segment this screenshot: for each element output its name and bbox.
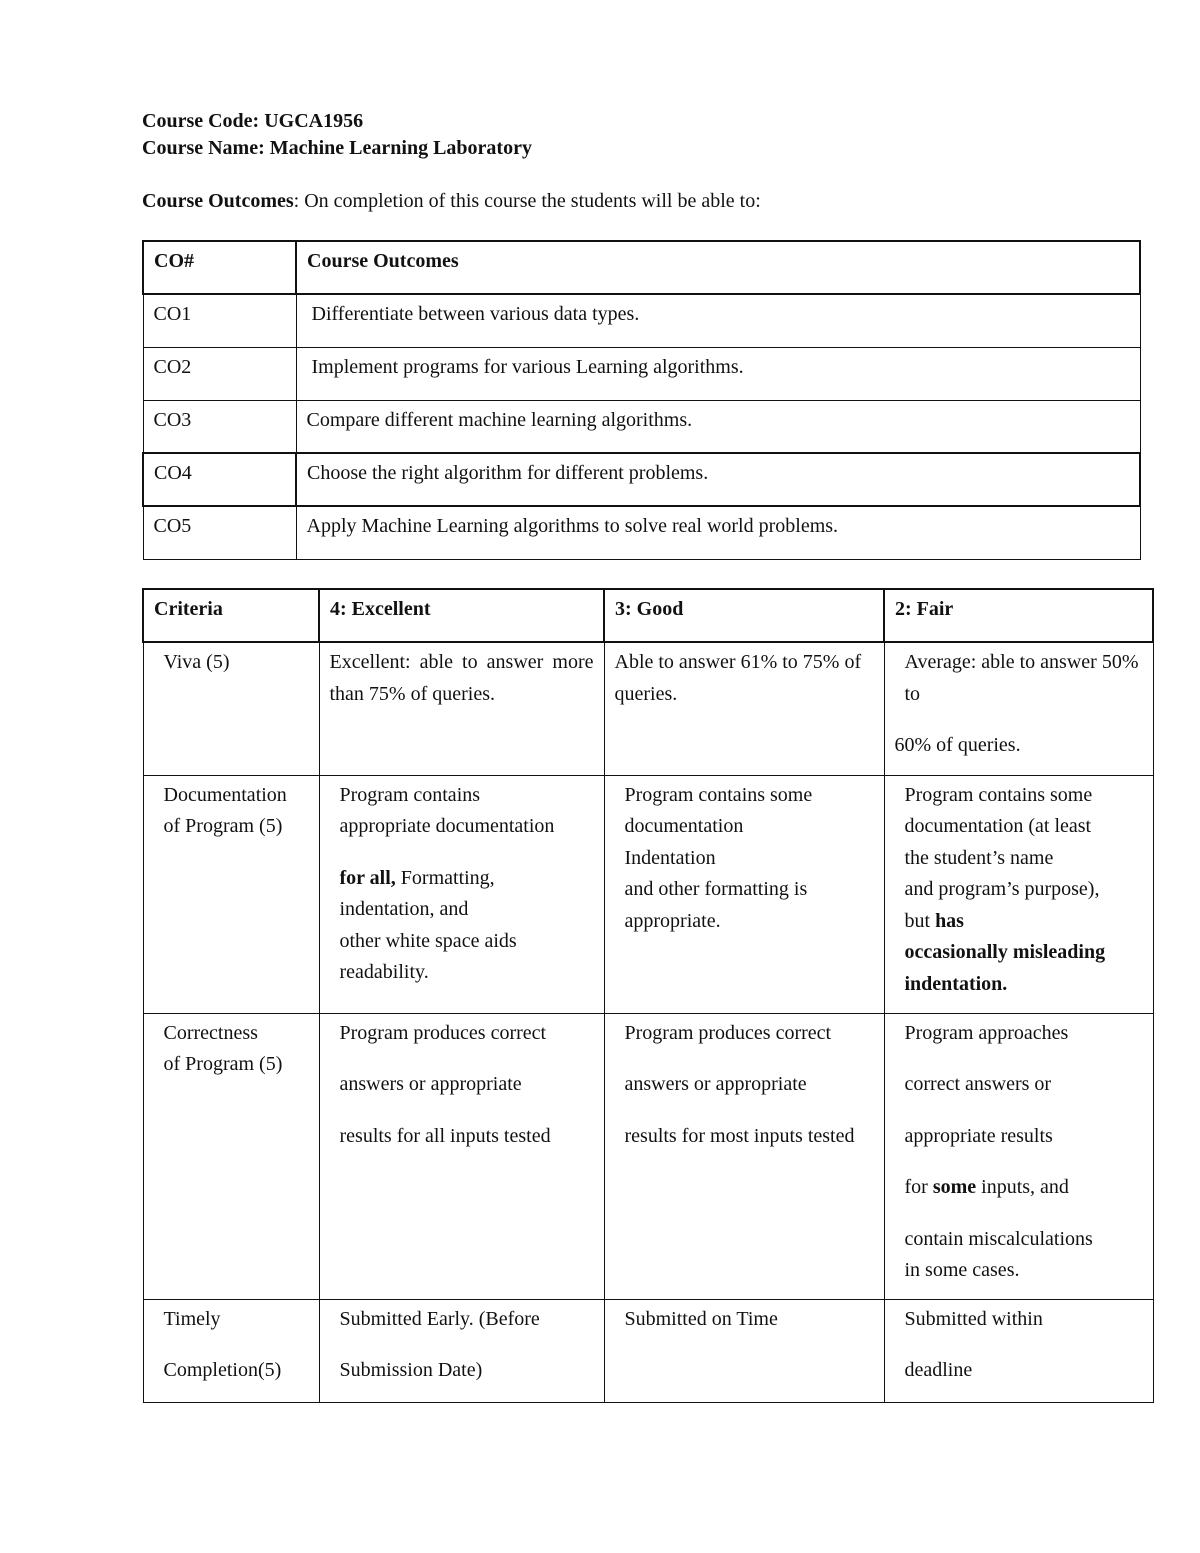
cell-line: results for all inputs tested: [339, 1124, 551, 1147]
cell-line: and other formatting is: [624, 878, 808, 900]
cell-line: appropriate.: [624, 909, 721, 932]
cell-line: Program contains some: [624, 783, 813, 806]
documentation-good: [604, 775, 884, 1013]
cell-line: indentation.: [904, 972, 1008, 995]
criteria-correctness: [143, 1013, 319, 1299]
viva-good: Able to answer 61% to 75% of queries.: [604, 642, 884, 775]
cell-line: other white space aids: [339, 929, 517, 952]
table-row: [143, 453, 1140, 506]
course-outcomes-label: Course Outcomes: [142, 190, 294, 212]
viva-fair-line: 60% of queries.: [894, 734, 1021, 756]
cell-line: and program’s purpose),: [904, 878, 1100, 900]
table-row: [143, 347, 1140, 400]
cell-line: [340, 863, 594, 895]
table-row: [143, 1299, 1153, 1402]
cell-line: answers or appropriate: [339, 1073, 522, 1095]
col-header-criteria: Criteria: [143, 589, 319, 642]
col-header-course-outcomes: Course Outcomes: [296, 241, 1140, 294]
criteria-line: Timely: [163, 1307, 221, 1330]
course-outcomes-intro: [142, 188, 761, 214]
cell-line: readability.: [339, 961, 429, 983]
co-text: Choose the right algorithm for different problems.: [296, 453, 1140, 506]
course-name-label: Course Name:: [142, 137, 265, 159]
cell-text: Formatting,: [395, 866, 495, 889]
criteria-line: Correctness: [163, 1021, 258, 1044]
viva-fair: [884, 642, 1153, 775]
cell-line: contain miscalculations: [904, 1227, 1093, 1250]
co-id: CO5: [143, 506, 296, 559]
col-header-co-number: CO#: [143, 241, 296, 294]
cell-text: for: [904, 1176, 933, 1198]
cell-line: [905, 1172, 1143, 1204]
co-id: CO3: [143, 400, 296, 453]
cell-line: Submitted Early. (Before: [339, 1307, 540, 1330]
criteria-line: Documentation: [163, 783, 287, 806]
course-name-value: Machine Learning Laboratory: [269, 137, 532, 159]
cell-line: Program contains: [339, 783, 481, 806]
col-header-fair: 2: Fair: [884, 589, 1153, 642]
course-code-line: [142, 108, 363, 134]
criteria-timely: [143, 1299, 319, 1402]
cell-line: Program contains some: [904, 783, 1093, 806]
co-text: Implement programs for various Learning algorithms.: [296, 347, 1140, 400]
criteria-line: of Program (5): [163, 1053, 283, 1075]
correctness-fair: [884, 1013, 1153, 1299]
cell-line: Submitted within: [904, 1307, 1043, 1330]
col-header-good: 3: Good: [604, 589, 884, 642]
cell-line: documentation (at least: [904, 815, 1092, 837]
table-row: [143, 1013, 1153, 1299]
cell-line: Program produces correct: [624, 1021, 832, 1044]
bold-text: has: [935, 909, 964, 932]
correctness-good: [604, 1013, 884, 1299]
cell-line: results for most inputs tested: [624, 1124, 855, 1147]
course-code-value: UGCA1956: [264, 110, 364, 132]
cell-line: Indentation: [624, 846, 716, 869]
cell-line: Program approaches: [904, 1021, 1069, 1044]
col-header-excellent: 4: Excellent: [319, 589, 604, 642]
viva-fair-line: Average: able to answer 50% to: [904, 651, 1139, 705]
cell-line: occasionally misleading: [904, 941, 1106, 963]
table-row: [143, 506, 1140, 559]
cell-line: the student’s name: [904, 846, 1054, 869]
table-row: [143, 294, 1140, 347]
table-row: [143, 775, 1153, 1013]
cell-text: but: [904, 909, 936, 932]
documentation-excellent: [319, 775, 604, 1013]
cell-line: Submission Date): [339, 1359, 483, 1381]
co-text: Compare different machine learning algorithms.: [296, 400, 1140, 453]
course-outcomes-intro-text: : On completion of this course the students will be able to:: [293, 190, 761, 212]
cell-line: [905, 906, 1143, 938]
cell-line: documentation: [624, 815, 744, 837]
cell-line: deadline: [904, 1359, 973, 1381]
cell-text: inputs, and: [976, 1176, 1069, 1198]
table-header-row: [143, 589, 1153, 642]
criteria-viva: Viva (5): [143, 642, 319, 775]
cell-line: answers or appropriate: [624, 1073, 807, 1095]
bold-text: for all,: [339, 866, 396, 889]
cell-line: in some cases.: [904, 1259, 1020, 1281]
cell-line: indentation, and: [339, 898, 469, 920]
correctness-excellent: [319, 1013, 604, 1299]
cell-line: Program produces correct: [339, 1021, 547, 1044]
course-outcomes-table: [142, 240, 1141, 560]
criteria-documentation: [143, 775, 319, 1013]
cell-line: appropriate documentation: [339, 815, 555, 837]
viva-excellent: Excellent: able to answer more than 75% of queries.: [319, 642, 604, 775]
rubric-table: [142, 588, 1154, 1403]
course-code-label: Course Code:: [142, 110, 260, 132]
table-row: [143, 642, 1153, 775]
bold-text: some: [932, 1176, 977, 1198]
table-header-row: [143, 241, 1140, 294]
cell-line: correct answers or: [904, 1073, 1052, 1095]
timely-good: Submitted on Time: [604, 1299, 884, 1402]
co-text: Differentiate between various data types.: [296, 294, 1140, 347]
co-id: CO2: [143, 347, 296, 400]
co-id: CO4: [143, 453, 296, 506]
timely-excellent: [319, 1299, 604, 1402]
table-row: [143, 400, 1140, 453]
criteria-line: of Program (5): [163, 815, 283, 837]
co-id: CO1: [143, 294, 296, 347]
co-text: Apply Machine Learning algorithms to solve real world problems.: [296, 506, 1140, 559]
cell-line: appropriate results: [904, 1124, 1053, 1147]
course-name-line: [142, 135, 532, 161]
criteria-line: Completion(5): [163, 1359, 282, 1381]
documentation-fair: [884, 775, 1153, 1013]
timely-fair: [884, 1299, 1153, 1402]
